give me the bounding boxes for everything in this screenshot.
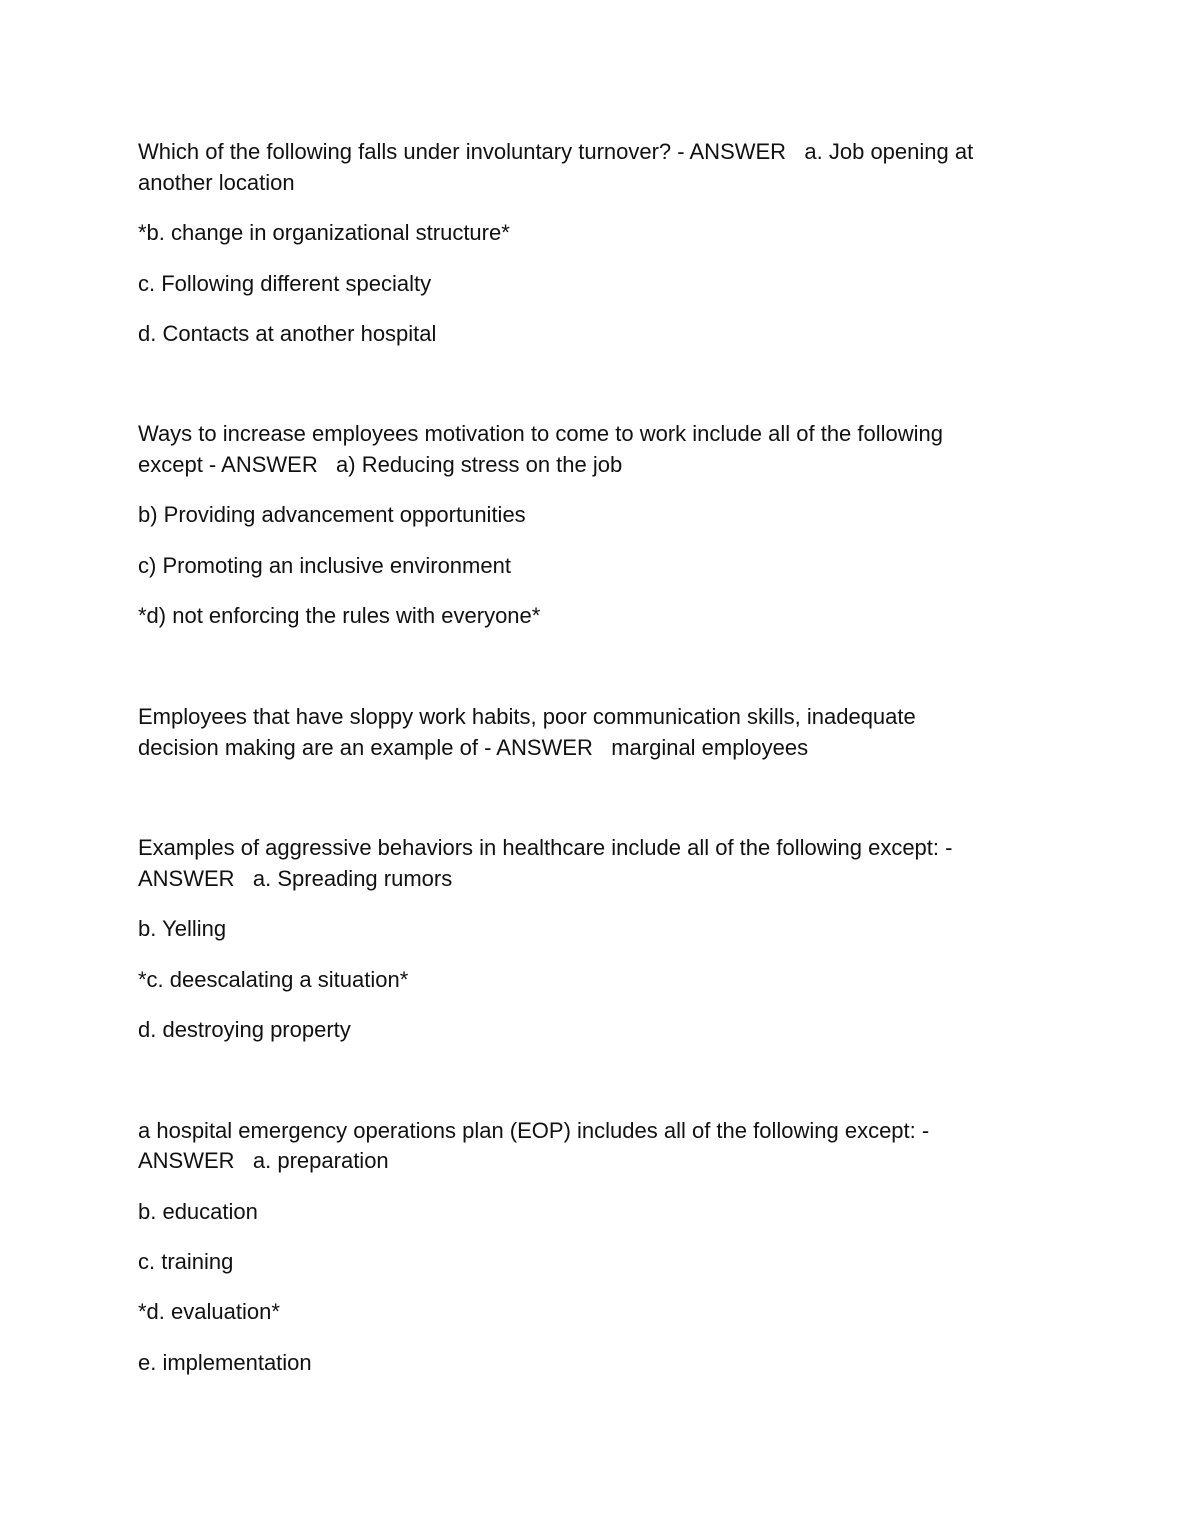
question-5-option: b. education xyxy=(138,1199,258,1224)
question-5-option: e. implementation xyxy=(138,1350,312,1375)
question-1-option: *b. change in organizational structure* xyxy=(138,220,510,245)
question-2-prompt-line-2: except - ANSWER a) Reducing stress on the job xyxy=(138,452,623,477)
question-2-option: *d) not enforcing the rules with everyone* xyxy=(138,603,541,628)
question-3-prompt-line-1: Employees that have sloppy work habits, poor communication skills, inadequate xyxy=(138,704,916,729)
question-1-prompt-line-2: another location xyxy=(138,170,295,195)
question-1-prompt-line-1: Which of the following falls under involuntary turnover? - ANSWER a. Job opening at xyxy=(138,139,974,164)
question-5-option: *d. evaluation* xyxy=(138,1299,280,1324)
question-4-prompt-line-1: Examples of aggressive behaviors in healthcare include all of the following except: - xyxy=(138,835,953,860)
question-2-option: b) Providing advancement opportunities xyxy=(138,502,526,527)
question-2-option: c) Promoting an inclusive environment xyxy=(138,553,511,578)
question-4-option: *c. deescalating a situation* xyxy=(138,967,409,992)
question-2-prompt-line-1: Ways to increase employees motivation to come to work include all of the following xyxy=(138,421,944,446)
question-3-prompt-line-2: decision making are an example of - ANSWER marginal employees xyxy=(138,735,809,760)
question-4-option: b. Yelling xyxy=(138,916,227,941)
question-1-option: c. Following different specialty xyxy=(138,271,432,296)
question-5-option: c. training xyxy=(138,1249,234,1274)
question-4-option: d. destroying property xyxy=(138,1017,351,1042)
question-4-prompt-line-2: ANSWER a. Spreading rumors xyxy=(138,866,453,891)
question-5-prompt-line-1: a hospital emergency operations plan (EOP) includes all of the following except: - xyxy=(138,1118,930,1143)
question-5-prompt-line-2: ANSWER a. preparation xyxy=(138,1148,389,1173)
question-1-option: d. Contacts at another hospital xyxy=(138,321,437,346)
